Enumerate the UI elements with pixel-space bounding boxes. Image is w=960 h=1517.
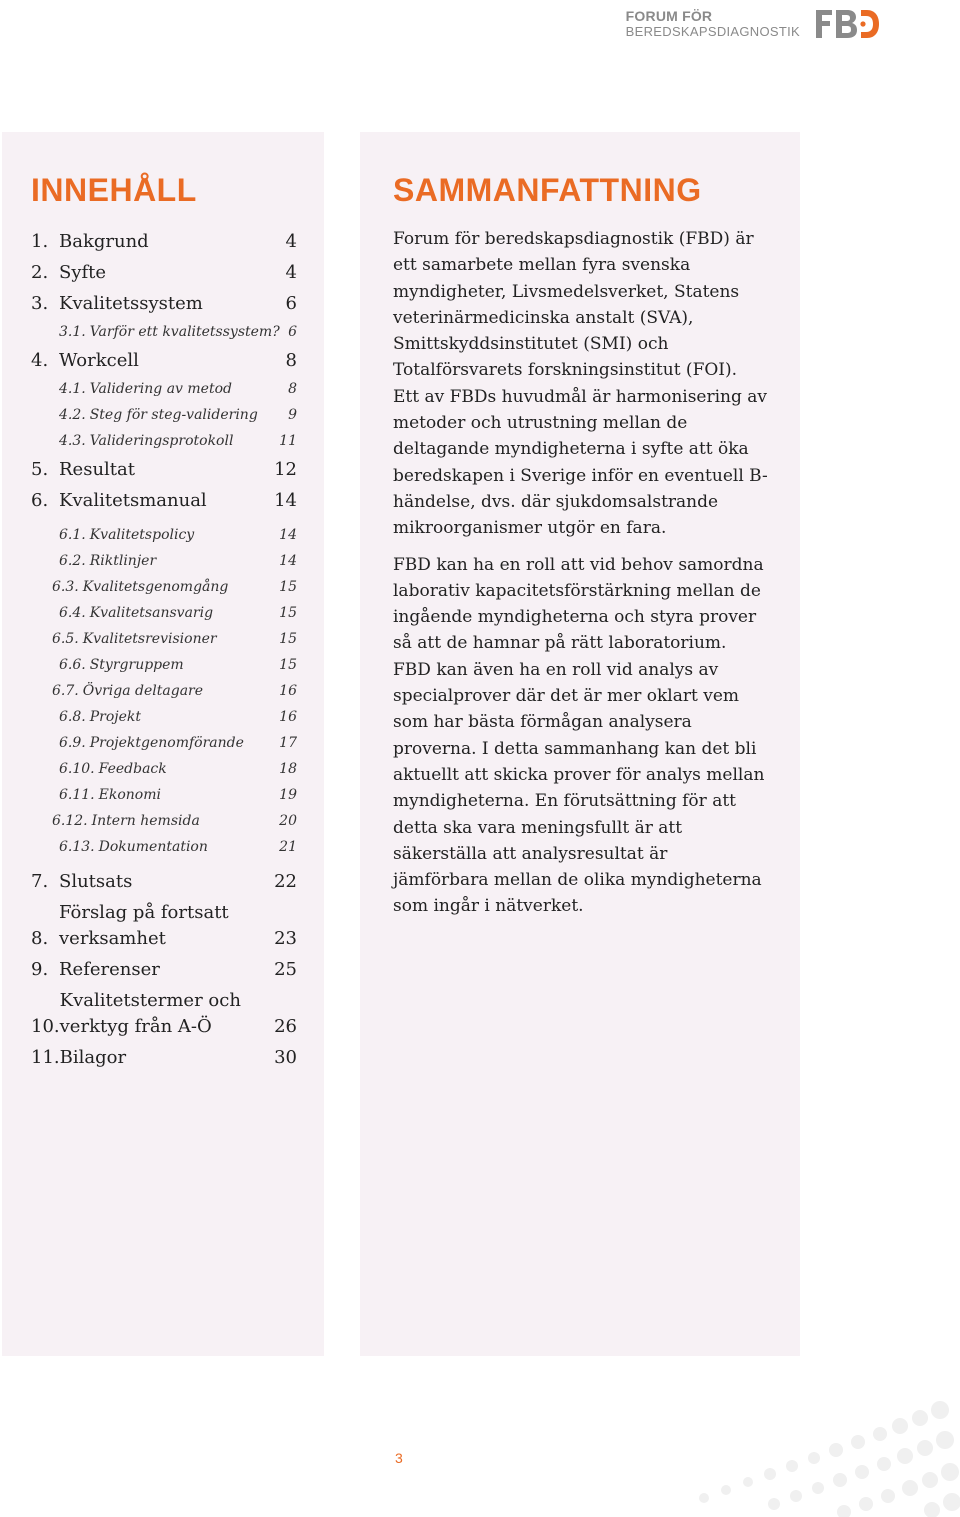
toc-subitem[interactable] <box>31 428 297 454</box>
toc-item-number: 9. <box>31 959 49 980</box>
summary-paragraph-1: Forum för beredskapsdiagnostik (FBD) är ett samarbete mellan fyra svenska myndigheter, Livsmedelsverket, Statens veterinärmedicinska anstalt (SVA), Smittskyddsinstitutet (SMI) och Totalförsvarets forskningsinstitut (FOI). Ett av FBDs huvudmål är harmonisering av metoder och utrustning mellan de deltagande myndigheterna i syfte att öka beredskapen i Sverige inför en eventuell B-händelse, dvs. där sjukdomsalstrande mikroorganismer utgör en fara. <box>393 229 768 539</box>
toc-item-page: 4 <box>285 231 297 252</box>
toc-item-label <box>59 900 274 952</box>
toc-item[interactable] <box>31 485 297 516</box>
toc-item-number: 4.1. <box>59 381 86 397</box>
brand-line-2: BEREDSKAPSDIAGNOSTIK <box>625 24 800 39</box>
toc-subitem[interactable] <box>31 782 297 808</box>
toc-item-number: 6.1. <box>59 527 86 543</box>
toc-item-number: 6.9. <box>59 735 86 751</box>
toc-item-label: Slutsats <box>59 871 133 892</box>
brand-header <box>626 8 880 40</box>
toc-item-number: 6.8. <box>59 709 86 725</box>
toc-item-label-line-2: verksamhet <box>59 928 166 949</box>
toc-item-number: 6.3. <box>52 579 79 595</box>
toc-item[interactable] <box>31 454 297 485</box>
toc-item-label: Projektgenomförande <box>89 735 244 751</box>
fbd-logo <box>814 8 880 40</box>
toc-item-page: 14 <box>274 490 297 511</box>
toc-item[interactable] <box>31 288 297 319</box>
toc-subitem[interactable] <box>31 756 297 782</box>
toc-item[interactable] <box>31 866 297 897</box>
toc-item-number: 6.12. <box>52 813 88 829</box>
toc-item[interactable] <box>31 985 297 1042</box>
toc-item-label <box>60 988 274 1040</box>
decorative-dot-pattern <box>480 1390 960 1517</box>
toc-item-number: 6.7. <box>52 683 79 699</box>
toc-subitem[interactable] <box>31 600 297 626</box>
toc-item-label: Workcell <box>59 350 139 371</box>
toc-item-number: 6.6. <box>59 657 86 673</box>
toc-item-label: Validering av metod <box>89 381 232 397</box>
toc-item-label: Projekt <box>89 709 141 725</box>
toc-item-page: 14 <box>279 527 297 543</box>
toc-item-label: Steg för steg-validering <box>89 407 258 423</box>
toc-item-label: Kvalitetsmanual <box>59 490 207 511</box>
summary-title: SAMMANFATTNING <box>393 172 702 208</box>
toc-item-number: 3. <box>31 293 49 314</box>
toc-item-number: 2. <box>31 262 49 283</box>
toc-subitem[interactable] <box>31 730 297 756</box>
toc-item[interactable] <box>31 1042 297 1073</box>
toc-item-page: 15 <box>279 631 297 647</box>
toc-item-label: Kvalitetsrevisioner <box>82 631 217 647</box>
toc-item-page: 23 <box>274 928 297 949</box>
toc-item-page: 4 <box>285 262 297 283</box>
summary-paragraph-2: FBD kan ha en roll att vid behov samordna laborativ kapacitetsförstärkning mellan de ingående myndigheterna och styra prover så att de hamnar på rätt laboratorium. FBD kan även ha en roll vid analys av specialprover där det är mer oklart vem som har bästa förmågan analysera proverna. I detta sammanhang kan det bli aktuellt att skicka prover för analys mellan myndigheterna. En förutsättning för att detta ska vara meningsfullt är att säkerställa att analysresultat är jämförbara mellan de olika myndigheterna som ingår i nätverket. <box>393 554 765 917</box>
toc-item-number: 11. <box>31 1047 60 1068</box>
toc-subitem[interactable] <box>31 402 297 428</box>
toc-item-page: 6 <box>288 324 297 340</box>
toc-item-label: Kvalitetsansvarig <box>89 605 214 621</box>
toc-item-number: 5. <box>31 459 49 480</box>
brand-name <box>626 9 800 39</box>
toc-item-label: Resultat <box>59 459 135 480</box>
toc-item-page: 11 <box>279 433 297 449</box>
toc-item-number: 3.1. <box>59 324 86 340</box>
toc-item-page: 14 <box>279 553 297 569</box>
toc-item[interactable] <box>31 897 297 954</box>
toc-item-page: 20 <box>279 813 297 829</box>
toc-subitem[interactable] <box>31 626 297 652</box>
toc-item-label: Kvalitetssystem <box>59 293 203 314</box>
toc-item-page: 26 <box>274 1016 297 1037</box>
page-number: 3 <box>395 1450 403 1466</box>
toc-item-label: Kvalitetsgenomgång <box>82 579 229 595</box>
toc-item-number: 10. <box>31 1016 60 1037</box>
toc-item[interactable] <box>31 345 297 376</box>
toc-subitem[interactable] <box>31 548 297 574</box>
toc-item-page: 25 <box>274 959 297 980</box>
toc-item-number: 4.2. <box>59 407 86 423</box>
toc-item[interactable] <box>31 257 297 288</box>
toc-item-label: Valideringsprotokoll <box>89 433 234 449</box>
toc-item-page: 8 <box>285 350 297 371</box>
toc-item-page: 22 <box>274 871 297 892</box>
toc-item-label-line-1: Kvalitetstermer och <box>59 990 241 1011</box>
toc-item-number: 6.4. <box>59 605 86 621</box>
toc-item-label: Kvalitetspolicy <box>89 527 195 543</box>
toc-item-number: 4.3. <box>59 433 86 449</box>
toc-item-number: 6.10. <box>59 761 95 777</box>
toc-item-label: Bilagor <box>59 1047 127 1068</box>
toc-item-label: Varför ett kvalitetssystem? <box>89 324 280 340</box>
toc-item-label: Syfte <box>59 262 107 283</box>
toc-item-number: 6. <box>31 490 49 511</box>
toc-item[interactable] <box>31 226 297 257</box>
toc-item-page: 16 <box>279 683 297 699</box>
toc-item-page: 12 <box>274 459 297 480</box>
toc-item-label: Feedback <box>98 761 167 777</box>
toc-item-page: 6 <box>285 293 297 314</box>
toc-item-label: Intern hemsida <box>91 813 200 829</box>
toc-item-page: 19 <box>279 787 297 803</box>
summary-body <box>393 226 768 930</box>
toc-item-label: Styrgruppem <box>89 657 184 673</box>
toc-subitem[interactable] <box>31 376 297 402</box>
toc-item-page: 9 <box>288 407 297 423</box>
toc-item-page: 16 <box>279 709 297 725</box>
toc-item[interactable] <box>31 954 297 985</box>
toc-item-number: 6.11. <box>59 787 95 803</box>
toc-subitem[interactable] <box>31 319 297 345</box>
toc-subitem[interactable] <box>31 522 297 548</box>
toc-item-page: 15 <box>279 605 297 621</box>
toc-item-label: Referenser <box>59 959 160 980</box>
toc-item-number: 7. <box>31 871 49 892</box>
toc-item-page: 30 <box>274 1047 297 1068</box>
toc-item-page: 21 <box>279 839 297 855</box>
toc-title: INNEHÅLL <box>31 172 197 208</box>
toc-item-page: 15 <box>279 579 297 595</box>
toc-item-page: 8 <box>288 381 297 397</box>
toc-subitem[interactable] <box>31 704 297 730</box>
toc-subitem[interactable] <box>31 574 297 600</box>
toc-subitem[interactable] <box>31 678 297 704</box>
toc-item-label: Dokumentation <box>98 839 208 855</box>
toc-item-label: Bakgrund <box>59 231 149 252</box>
toc-item-number: 4. <box>31 350 49 371</box>
toc-subitem[interactable] <box>31 808 297 834</box>
toc-item-page: 15 <box>279 657 297 673</box>
toc-item-label: Riktlinjer <box>89 553 157 569</box>
table-of-contents <box>31 226 297 1073</box>
brand-line-1: FORUM FÖR <box>625 8 713 24</box>
toc-item-number: 6.5. <box>52 631 79 647</box>
toc-subitem[interactable] <box>31 834 297 860</box>
toc-subitem[interactable] <box>31 652 297 678</box>
toc-item-number: 6.13. <box>59 839 95 855</box>
toc-item-label-line-1: Förslag på fortsatt <box>59 902 229 923</box>
toc-item-label: Övriga deltagare <box>82 683 204 699</box>
toc-item-label: Ekonomi <box>98 787 161 803</box>
toc-item-label-line-2: verktyg från A-Ö <box>59 1016 212 1037</box>
toc-item-number: 8. <box>31 928 49 949</box>
toc-item-page: 18 <box>279 761 297 777</box>
toc-item-number: 6.2. <box>59 553 86 569</box>
toc-item-page: 17 <box>279 735 297 751</box>
toc-item-number: 1. <box>31 231 49 252</box>
